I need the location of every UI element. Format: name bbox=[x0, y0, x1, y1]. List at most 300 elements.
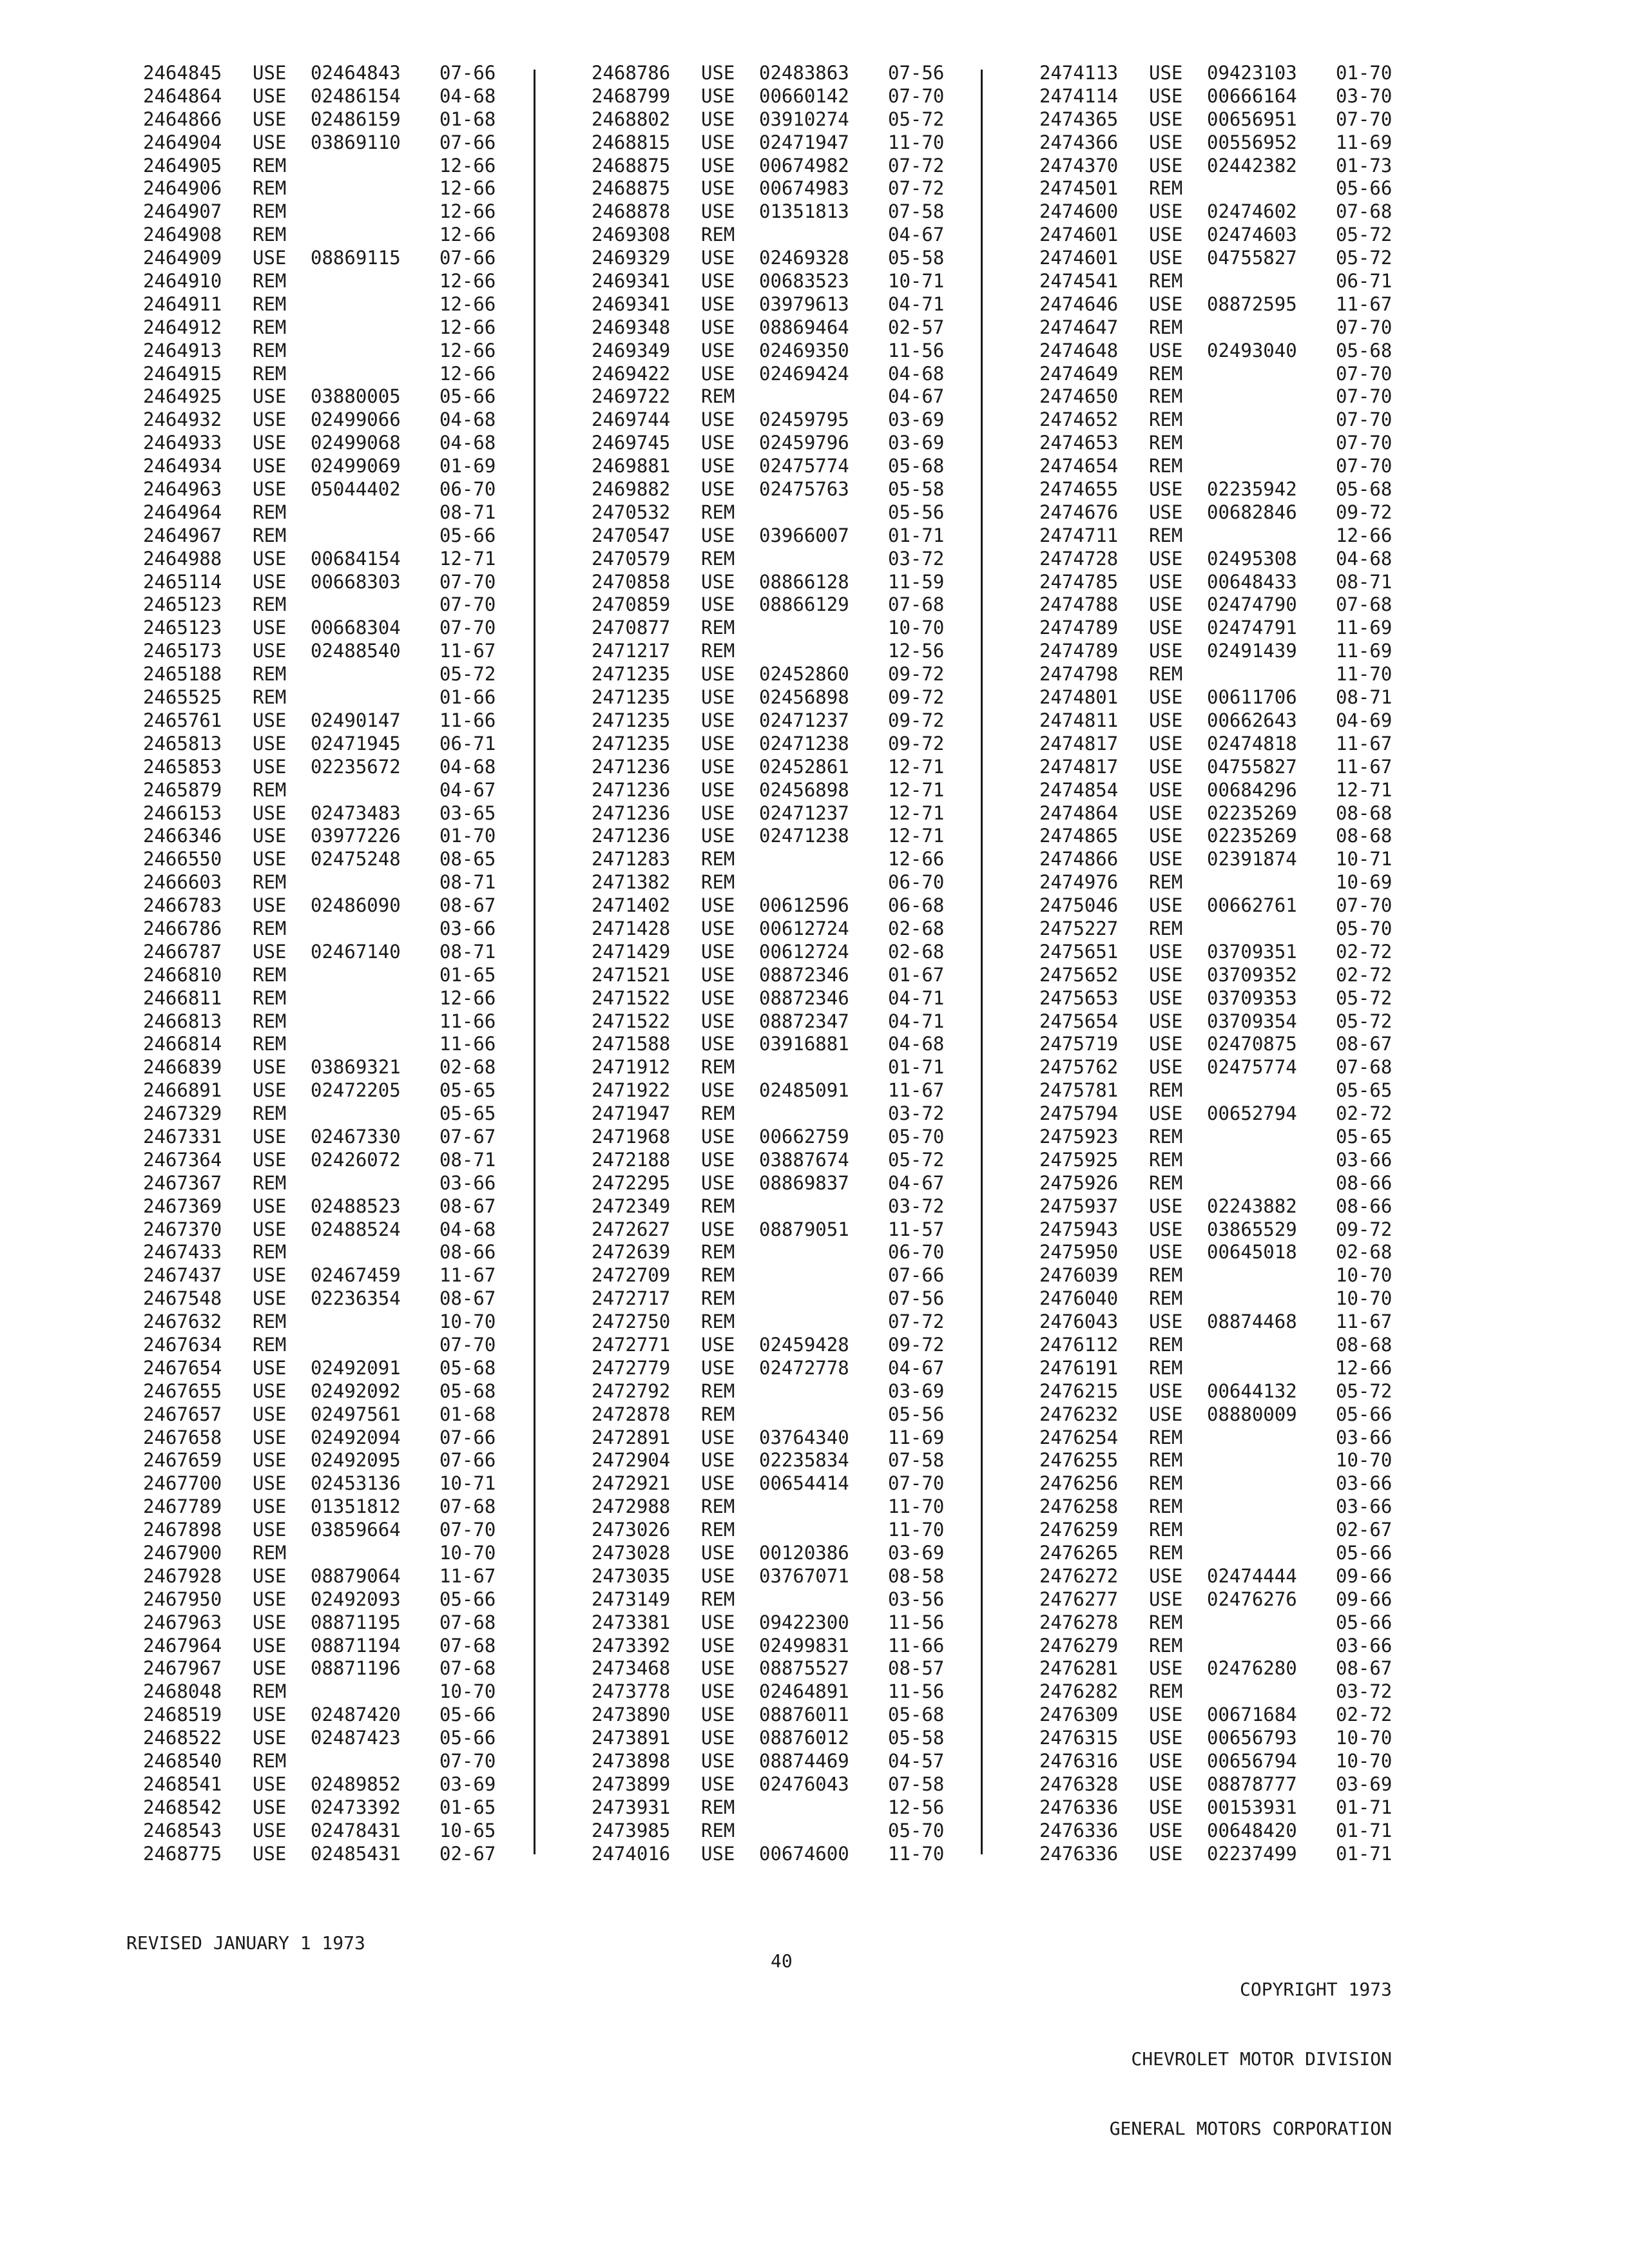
part-number: 2476336 bbox=[1039, 1842, 1119, 1865]
replacement-number bbox=[311, 524, 439, 548]
action-code: USE bbox=[1149, 963, 1183, 986]
replacement-number: 02476276 bbox=[1207, 1588, 1297, 1610]
part-number: 2467329 bbox=[143, 1102, 222, 1125]
table-row bbox=[1039, 270, 1407, 293]
replacement-number: 02469424 bbox=[759, 362, 849, 385]
action-code: USE bbox=[1149, 1218, 1183, 1240]
action-code: REM bbox=[253, 270, 287, 293]
table-row bbox=[1039, 1149, 1407, 1172]
part-number: 2471283 bbox=[592, 848, 671, 870]
effective-date: 03-69 bbox=[888, 408, 945, 431]
part-number: 2475654 bbox=[1039, 1010, 1119, 1032]
table-row bbox=[143, 1449, 510, 1472]
effective-date: 02-68 bbox=[439, 1056, 496, 1079]
table-row bbox=[1039, 1542, 1407, 1565]
effective-date: 08-67 bbox=[439, 1287, 496, 1310]
part-number: 2475719 bbox=[1039, 1033, 1119, 1055]
replacement-number: 03977226 bbox=[311, 825, 401, 847]
replacement-number: 02492095 bbox=[311, 1449, 401, 1472]
effective-date: 02-72 bbox=[1336, 940, 1393, 963]
effective-date: 02-67 bbox=[439, 1842, 496, 1865]
table-row bbox=[592, 756, 959, 779]
corporation-line: GENERAL MOTORS CORPORATION bbox=[1109, 2118, 1392, 2139]
replacement-number: 02426072 bbox=[311, 1148, 401, 1171]
part-number: 2475943 bbox=[1039, 1218, 1119, 1240]
action-code: USE bbox=[253, 617, 287, 639]
effective-date: 02-67 bbox=[1336, 1519, 1393, 1541]
replacement-number: 02474602 bbox=[1207, 200, 1297, 223]
action-code: USE bbox=[253, 1426, 287, 1448]
table-row bbox=[1039, 224, 1407, 247]
part-number: 2467928 bbox=[143, 1564, 222, 1587]
table-row bbox=[143, 617, 510, 640]
page-number: 40 bbox=[771, 1950, 793, 1972]
table-row bbox=[592, 363, 959, 386]
effective-date: 07-70 bbox=[439, 570, 496, 593]
replacement-number: 02499066 bbox=[311, 408, 401, 431]
table-row bbox=[592, 1727, 959, 1750]
effective-date: 11-67 bbox=[439, 640, 496, 662]
action-code: REM bbox=[253, 177, 287, 200]
action-code: USE bbox=[701, 316, 735, 338]
table-row bbox=[592, 340, 959, 363]
replacement-number: 05044402 bbox=[311, 478, 401, 501]
replacement-number: 02471945 bbox=[311, 732, 401, 754]
action-code: USE bbox=[253, 1819, 287, 1841]
replacement-number bbox=[311, 316, 439, 340]
action-code: USE bbox=[253, 640, 287, 662]
effective-date: 10-70 bbox=[888, 617, 945, 639]
replacement-number: 02235834 bbox=[759, 1449, 849, 1472]
replacement-number bbox=[311, 663, 439, 686]
replacement-number bbox=[1207, 1611, 1336, 1635]
table-row bbox=[592, 1079, 959, 1102]
effective-date: 07-68 bbox=[1336, 1056, 1393, 1079]
action-code: USE bbox=[253, 62, 287, 84]
effective-date: 05-72 bbox=[1336, 986, 1393, 1009]
effective-date: 11-67 bbox=[1336, 1311, 1393, 1333]
action-code: USE bbox=[701, 1033, 735, 1055]
effective-date: 11-69 bbox=[1336, 617, 1393, 639]
table-row bbox=[592, 686, 959, 709]
effective-date: 10-70 bbox=[1336, 1449, 1393, 1472]
table-row bbox=[1039, 247, 1407, 270]
action-code: USE bbox=[701, 825, 735, 847]
action-code: REM bbox=[1149, 1333, 1183, 1356]
effective-date: 12-56 bbox=[888, 640, 945, 662]
division-line: CHEVROLET MOTOR DIVISION bbox=[1131, 2048, 1392, 2070]
table-row bbox=[1039, 1380, 1407, 1403]
part-number: 2464913 bbox=[143, 339, 222, 361]
part-number: 2471236 bbox=[592, 778, 671, 801]
part-number: 2475651 bbox=[1039, 940, 1119, 963]
table-row bbox=[143, 1033, 510, 1056]
replacement-number: 02486154 bbox=[311, 84, 401, 107]
action-code: USE bbox=[1149, 894, 1183, 917]
table-row bbox=[592, 964, 959, 987]
action-code: REM bbox=[253, 963, 287, 986]
action-code: USE bbox=[701, 1542, 735, 1564]
table-row bbox=[1039, 1403, 1407, 1427]
effective-date: 06-71 bbox=[439, 732, 496, 754]
effective-date: 08-68 bbox=[1336, 802, 1393, 824]
action-code: USE bbox=[701, 362, 735, 385]
action-code: REM bbox=[253, 1033, 287, 1055]
effective-date: 07-70 bbox=[439, 1750, 496, 1773]
table-row bbox=[1039, 640, 1407, 663]
action-code: REM bbox=[1149, 1495, 1183, 1518]
effective-date: 05-66 bbox=[439, 524, 496, 546]
table-row bbox=[592, 1149, 959, 1172]
replacement-number: 02472205 bbox=[311, 1079, 401, 1102]
part-number: 2472709 bbox=[592, 1264, 671, 1287]
effective-date: 12-66 bbox=[1336, 524, 1393, 546]
effective-date: 05-72 bbox=[439, 663, 496, 686]
part-number: 2464925 bbox=[143, 385, 222, 408]
effective-date: 07-70 bbox=[888, 84, 945, 107]
effective-date: 05-66 bbox=[1336, 1403, 1393, 1425]
part-number: 2473899 bbox=[592, 1773, 671, 1795]
part-number: 2476277 bbox=[1039, 1588, 1119, 1610]
replacement-number bbox=[1207, 1334, 1336, 1357]
effective-date: 04-67 bbox=[888, 1356, 945, 1379]
effective-date: 08-66 bbox=[1336, 1195, 1393, 1217]
action-code: REM bbox=[253, 501, 287, 523]
part-number: 2473891 bbox=[592, 1727, 671, 1749]
effective-date: 09-72 bbox=[888, 686, 945, 709]
table-row bbox=[592, 385, 959, 408]
action-code: USE bbox=[701, 1842, 735, 1865]
table-row bbox=[143, 686, 510, 709]
table-row bbox=[592, 1264, 959, 1287]
effective-date: 11-56 bbox=[888, 1611, 945, 1633]
table-row bbox=[143, 825, 510, 848]
table-row bbox=[143, 1241, 510, 1264]
action-code: USE bbox=[253, 408, 287, 431]
table-row bbox=[143, 593, 510, 617]
replacement-number: 02478431 bbox=[311, 1819, 401, 1841]
action-code: REM bbox=[701, 385, 735, 408]
table-row bbox=[1039, 709, 1407, 733]
effective-date: 01-71 bbox=[888, 1056, 945, 1079]
action-code: REM bbox=[1149, 1472, 1183, 1495]
part-number: 2467658 bbox=[143, 1426, 222, 1448]
replacement-number: 00153931 bbox=[1207, 1796, 1297, 1818]
action-code: REM bbox=[253, 524, 287, 546]
replacement-number: 08869837 bbox=[759, 1171, 849, 1194]
replacement-number: 02492093 bbox=[311, 1588, 401, 1610]
part-number: 2464967 bbox=[143, 524, 222, 546]
part-number: 2472878 bbox=[592, 1403, 671, 1425]
action-code: USE bbox=[701, 455, 735, 477]
table-row bbox=[1039, 1427, 1407, 1450]
table-row bbox=[1039, 108, 1407, 131]
replacement-number: 00662759 bbox=[759, 1125, 849, 1148]
action-code: USE bbox=[701, 1773, 735, 1795]
replacement-number: 02488524 bbox=[311, 1218, 401, 1240]
replacement-number bbox=[759, 1195, 888, 1218]
effective-date: 03-72 bbox=[888, 547, 945, 570]
action-code: REM bbox=[253, 1333, 287, 1356]
table-row bbox=[143, 1311, 510, 1334]
effective-date: 04-57 bbox=[888, 1750, 945, 1773]
table-row bbox=[592, 524, 959, 548]
replacement-number bbox=[759, 617, 888, 640]
replacement-number: 02486159 bbox=[311, 108, 401, 130]
table-row bbox=[143, 1773, 510, 1796]
replacement-number bbox=[759, 1588, 888, 1611]
effective-date: 07-68 bbox=[888, 593, 945, 616]
table-row bbox=[1039, 1635, 1407, 1658]
effective-date: 05-68 bbox=[1336, 339, 1393, 361]
action-code: USE bbox=[701, 1218, 735, 1240]
parts-column-3 bbox=[1039, 62, 1407, 1865]
action-code: USE bbox=[1149, 1010, 1183, 1032]
replacement-number: 00612724 bbox=[759, 917, 849, 939]
effective-date: 05-65 bbox=[439, 1079, 496, 1102]
table-row bbox=[1039, 1449, 1407, 1472]
effective-date: 11-70 bbox=[888, 1495, 945, 1518]
effective-date: 04-68 bbox=[439, 1218, 496, 1240]
action-code: REM bbox=[253, 686, 287, 709]
action-code: USE bbox=[253, 802, 287, 824]
action-code: USE bbox=[1149, 1195, 1183, 1217]
part-number: 2471235 bbox=[592, 732, 671, 754]
replacement-number bbox=[1207, 918, 1336, 941]
replacement-number: 08878777 bbox=[1207, 1773, 1297, 1795]
replacement-number: 09423103 bbox=[1207, 62, 1297, 84]
table-row bbox=[143, 432, 510, 455]
replacement-number bbox=[1207, 1519, 1336, 1542]
table-row bbox=[1039, 1126, 1407, 1149]
action-code: USE bbox=[1149, 154, 1183, 177]
replacement-number bbox=[759, 1264, 888, 1287]
action-code: REM bbox=[1149, 917, 1183, 939]
part-number: 2465188 bbox=[143, 663, 222, 686]
part-number: 2476255 bbox=[1039, 1449, 1119, 1472]
table-row bbox=[1039, 524, 1407, 548]
part-number: 2464988 bbox=[143, 547, 222, 570]
replacement-number bbox=[759, 385, 888, 408]
action-code: REM bbox=[253, 871, 287, 894]
table-row bbox=[1039, 131, 1407, 155]
action-code: REM bbox=[701, 1056, 735, 1079]
effective-date: 03-69 bbox=[888, 432, 945, 454]
table-row bbox=[143, 1287, 510, 1311]
action-code: USE bbox=[253, 709, 287, 731]
action-code: REM bbox=[253, 200, 287, 223]
effective-date: 05-56 bbox=[888, 501, 945, 523]
effective-date: 09-72 bbox=[888, 1333, 945, 1356]
replacement-number bbox=[1207, 524, 1336, 548]
table-row bbox=[143, 501, 510, 524]
part-number: 2464907 bbox=[143, 200, 222, 223]
part-number: 2465114 bbox=[143, 570, 222, 593]
part-number: 2473392 bbox=[592, 1634, 671, 1657]
replacement-number bbox=[311, 871, 439, 894]
part-number: 2467700 bbox=[143, 1472, 222, 1495]
table-row bbox=[143, 1495, 510, 1519]
action-code: USE bbox=[1149, 593, 1183, 616]
replacement-number: 02499068 bbox=[311, 432, 401, 454]
effective-date: 04-68 bbox=[888, 1033, 945, 1055]
part-number: 2469341 bbox=[592, 270, 671, 293]
effective-date: 07-70 bbox=[1336, 894, 1393, 917]
part-number: 2475781 bbox=[1039, 1079, 1119, 1102]
replacement-number: 00120386 bbox=[759, 1542, 849, 1564]
action-code: USE bbox=[1149, 131, 1183, 153]
replacement-number: 02491439 bbox=[1207, 640, 1297, 662]
action-code: REM bbox=[253, 593, 287, 616]
replacement-number: 03887674 bbox=[759, 1148, 849, 1171]
action-code: USE bbox=[701, 894, 735, 917]
table-row bbox=[1039, 1010, 1407, 1033]
effective-date: 02-68 bbox=[888, 940, 945, 963]
part-number: 2473985 bbox=[592, 1819, 671, 1841]
part-number: 2470547 bbox=[592, 524, 671, 546]
effective-date: 04-67 bbox=[888, 224, 945, 246]
table-row bbox=[143, 1079, 510, 1102]
effective-date: 10-71 bbox=[1336, 848, 1393, 870]
table-row bbox=[1039, 1287, 1407, 1311]
effective-date: 11-66 bbox=[439, 709, 496, 731]
effective-date: 05-58 bbox=[888, 478, 945, 501]
part-number: 2476281 bbox=[1039, 1657, 1119, 1680]
table-row bbox=[1039, 363, 1407, 386]
action-code: REM bbox=[1149, 177, 1183, 200]
action-code: USE bbox=[253, 825, 287, 847]
table-row bbox=[592, 1287, 959, 1311]
replacement-number: 02471947 bbox=[759, 131, 849, 153]
table-row bbox=[1039, 1588, 1407, 1611]
action-code: REM bbox=[253, 1241, 287, 1264]
replacement-number bbox=[311, 1750, 439, 1773]
action-code: USE bbox=[701, 131, 735, 153]
effective-date: 07-70 bbox=[1336, 432, 1393, 454]
part-number: 2474114 bbox=[1039, 84, 1119, 107]
action-code: USE bbox=[701, 663, 735, 686]
replacement-number: 02473392 bbox=[311, 1796, 401, 1818]
effective-date: 07-70 bbox=[439, 617, 496, 639]
table-row bbox=[1039, 1056, 1407, 1079]
effective-date: 11-70 bbox=[888, 1842, 945, 1865]
replacement-number: 02474790 bbox=[1207, 593, 1297, 616]
effective-date: 07-66 bbox=[888, 1264, 945, 1287]
effective-date: 10-70 bbox=[1336, 1750, 1393, 1773]
action-code: USE bbox=[253, 385, 287, 408]
action-code: REM bbox=[1149, 270, 1183, 293]
part-number: 2471382 bbox=[592, 871, 671, 894]
action-code: REM bbox=[253, 316, 287, 338]
part-number: 2472717 bbox=[592, 1287, 671, 1310]
replacement-number: 08872595 bbox=[1207, 293, 1297, 315]
effective-date: 08-66 bbox=[1336, 1171, 1393, 1194]
replacement-number: 02472778 bbox=[759, 1356, 849, 1379]
part-number: 2468875 bbox=[592, 154, 671, 177]
part-number: 2474653 bbox=[1039, 432, 1119, 454]
table-row bbox=[1039, 1680, 1407, 1704]
part-number: 2475950 bbox=[1039, 1241, 1119, 1264]
part-number: 2464906 bbox=[143, 177, 222, 200]
copyright-block bbox=[1110, 1932, 1392, 2164]
table-row bbox=[592, 918, 959, 941]
replacement-number bbox=[1207, 1542, 1336, 1565]
action-code: REM bbox=[253, 986, 287, 1009]
table-row bbox=[592, 155, 959, 178]
part-number: 2471521 bbox=[592, 963, 671, 986]
action-code: USE bbox=[253, 1495, 287, 1518]
effective-date: 07-68 bbox=[1336, 200, 1393, 223]
action-code: REM bbox=[701, 1287, 735, 1310]
part-number: 2464905 bbox=[143, 154, 222, 177]
action-code: USE bbox=[253, 1634, 287, 1657]
part-number: 2465525 bbox=[143, 686, 222, 709]
effective-date: 07-58 bbox=[888, 1449, 945, 1472]
action-code: USE bbox=[701, 1010, 735, 1032]
part-number: 2471235 bbox=[592, 686, 671, 709]
table-row bbox=[143, 848, 510, 871]
table-row bbox=[1039, 1079, 1407, 1102]
part-number: 2472779 bbox=[592, 1356, 671, 1379]
part-number: 2474728 bbox=[1039, 547, 1119, 570]
effective-date: 03-66 bbox=[1336, 1634, 1393, 1657]
action-code: USE bbox=[1149, 108, 1183, 130]
table-row bbox=[143, 524, 510, 548]
table-row bbox=[592, 455, 959, 478]
action-code: USE bbox=[253, 432, 287, 454]
action-code: USE bbox=[1149, 1241, 1183, 1264]
action-code: USE bbox=[253, 547, 287, 570]
part-number: 2475762 bbox=[1039, 1056, 1119, 1079]
part-number: 2474650 bbox=[1039, 385, 1119, 408]
action-code: USE bbox=[253, 1564, 287, 1587]
table-row bbox=[143, 1820, 510, 1843]
replacement-number bbox=[759, 548, 888, 571]
effective-date: 09-72 bbox=[888, 663, 945, 686]
part-number: 2470532 bbox=[592, 501, 671, 523]
action-code: USE bbox=[701, 270, 735, 293]
effective-date: 08-68 bbox=[1336, 1333, 1393, 1356]
part-number: 2474652 bbox=[1039, 408, 1119, 431]
replacement-number: 00662643 bbox=[1207, 709, 1297, 731]
part-number: 2472988 bbox=[592, 1495, 671, 1518]
part-number: 2468542 bbox=[143, 1796, 222, 1818]
replacement-number: 02489852 bbox=[311, 1773, 401, 1795]
action-code: REM bbox=[701, 224, 735, 246]
action-code: USE bbox=[701, 1564, 735, 1587]
effective-date: 08-71 bbox=[1336, 686, 1393, 709]
action-code: USE bbox=[253, 1727, 287, 1749]
effective-date: 05-72 bbox=[1336, 1379, 1393, 1402]
replacement-number: 02235269 bbox=[1207, 825, 1297, 847]
part-number: 2464915 bbox=[143, 362, 222, 385]
replacement-number bbox=[759, 1056, 888, 1079]
action-code: REM bbox=[253, 224, 287, 246]
part-number: 2467364 bbox=[143, 1148, 222, 1171]
replacement-number: 03767071 bbox=[759, 1564, 849, 1587]
replacement-number bbox=[1207, 1635, 1336, 1658]
replacement-number: 02469328 bbox=[759, 247, 849, 269]
action-code: USE bbox=[1149, 1564, 1183, 1587]
effective-date: 03-72 bbox=[888, 1102, 945, 1125]
action-code: REM bbox=[1149, 455, 1183, 477]
effective-date: 07-58 bbox=[888, 200, 945, 223]
table-row bbox=[592, 1056, 959, 1079]
table-row bbox=[1039, 1195, 1407, 1218]
table-row bbox=[143, 779, 510, 802]
action-code: USE bbox=[701, 1171, 735, 1194]
action-code: REM bbox=[1149, 871, 1183, 894]
